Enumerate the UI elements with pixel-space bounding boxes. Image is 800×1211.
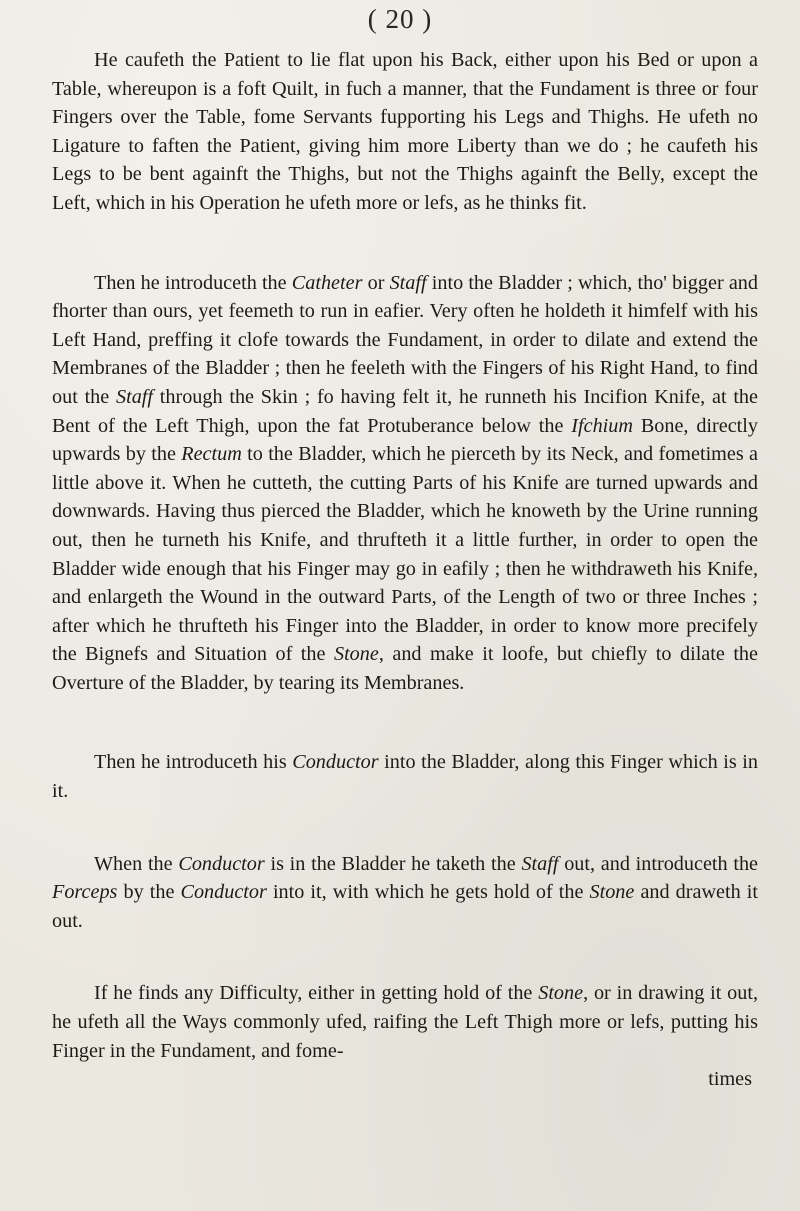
italic-term: Stone [538, 982, 584, 1005]
text-run: Then he introduceth his [94, 751, 293, 774]
italic-term: Forceps [52, 881, 118, 904]
text-run: He caufeth the Patient to lie flat upon his Back, either upon his Bed or upon a Table, whereupon is a foft Quilt, in fuch a manner, that the Fundament is three or four Fingers over the Table, fome Servants fupporting his Legs and Thighs. He ufeth no Ligature to faften the Patient, giving him more Liberty than we do ; he caufeth his Legs to be bent againft the Thighs, but not the Thighs againft the Belly, except the Left, which in his Operation he ufeth more or lefs, as he thinks fit. [52, 49, 758, 214]
paragraph-conductor [52, 748, 758, 805]
paragraph-difficulty [52, 979, 758, 1065]
italic-term: Rectum [181, 443, 242, 466]
paragraph-incision [52, 269, 758, 698]
text-run: through the Skin ; fo having felt it, he runneth his Incifion Knife, at the Bent of the Left Thigh, upon the fat Protuberance below the [52, 385, 758, 437]
text-run: to the Bladder, which he pierceth by its Neck, and fometimes a little above it. When he cutteth, the cutting Parts of his Knife are turned upwards and downwards. Having thus pierced the Bladder, which he knoweth by the Urine running out, then he turneth his Knife, and thrufteth it a little further, in order to open the Bladder wide enough that his Finger may go in eafily ; then he withdraweth his Knife, and enlargeth the Wound in the outward Parts, of the Length of two or three Inches ; after which he thrufteth his Finger into the Bladder, in order to know more precifely the Bignefs and Situation of the [52, 443, 758, 666]
italic-term: Conductor [178, 852, 265, 875]
text-run: is in the Bladder he taketh the [264, 852, 522, 875]
page-number: ( 20 ) [367, 4, 433, 34]
italic-term: Catheter [291, 271, 363, 294]
italic-term: Conductor [292, 751, 379, 774]
italic-term: Staff [521, 852, 559, 875]
italic-term: Stone [333, 643, 379, 666]
paragraph-forceps [52, 850, 758, 936]
text-run: or [362, 271, 390, 294]
text-run: and draweth it out. [52, 881, 758, 932]
text-run: Bone, directly upwards by the [52, 414, 758, 466]
page-body [52, 46, 758, 1094]
italic-term: Staff [389, 271, 427, 294]
italic-term: Stone [589, 881, 635, 904]
catchword: times [708, 1068, 752, 1091]
text-run: If he finds any Difficulty, either in getting hold of the [94, 982, 539, 1005]
text-run: When the [94, 852, 179, 875]
text-run: into the Bladder ; which, tho' bigger and fhorter than ours, yet feemeth to run in eafier. Very often he holdeth it himfelf with his Left Hand, preffing it clofe towards the Fundament, in order to dilate and extend the Membranes of the Bladder ; then he feeleth with the Fingers of his Right Hand, to find out the [52, 271, 758, 408]
italic-term: Staff [116, 385, 154, 408]
text-run: into it, with which he gets hold of the [266, 881, 590, 904]
text-run: , or in drawing it out, he ufeth all the Ways commonly ufed, raifing the Left Thigh more or lefs, putting his Finger in the Fundament, and fome- [52, 982, 759, 1062]
paragraph-positioning [52, 46, 758, 218]
text-run: by the [117, 881, 181, 904]
text-run: out, and introduceth the [558, 852, 759, 875]
text-run: Then he introduceth the [94, 271, 292, 294]
italic-term: Ifchium [571, 414, 633, 437]
text-run: into the Bladder, along this Finger which is in it. [52, 751, 759, 803]
text-run: , and make it loofe, but chiefly to dilate the Overture of the Bladder, by tearing its Membranes. [52, 643, 758, 694]
italic-term: Conductor [180, 881, 267, 904]
